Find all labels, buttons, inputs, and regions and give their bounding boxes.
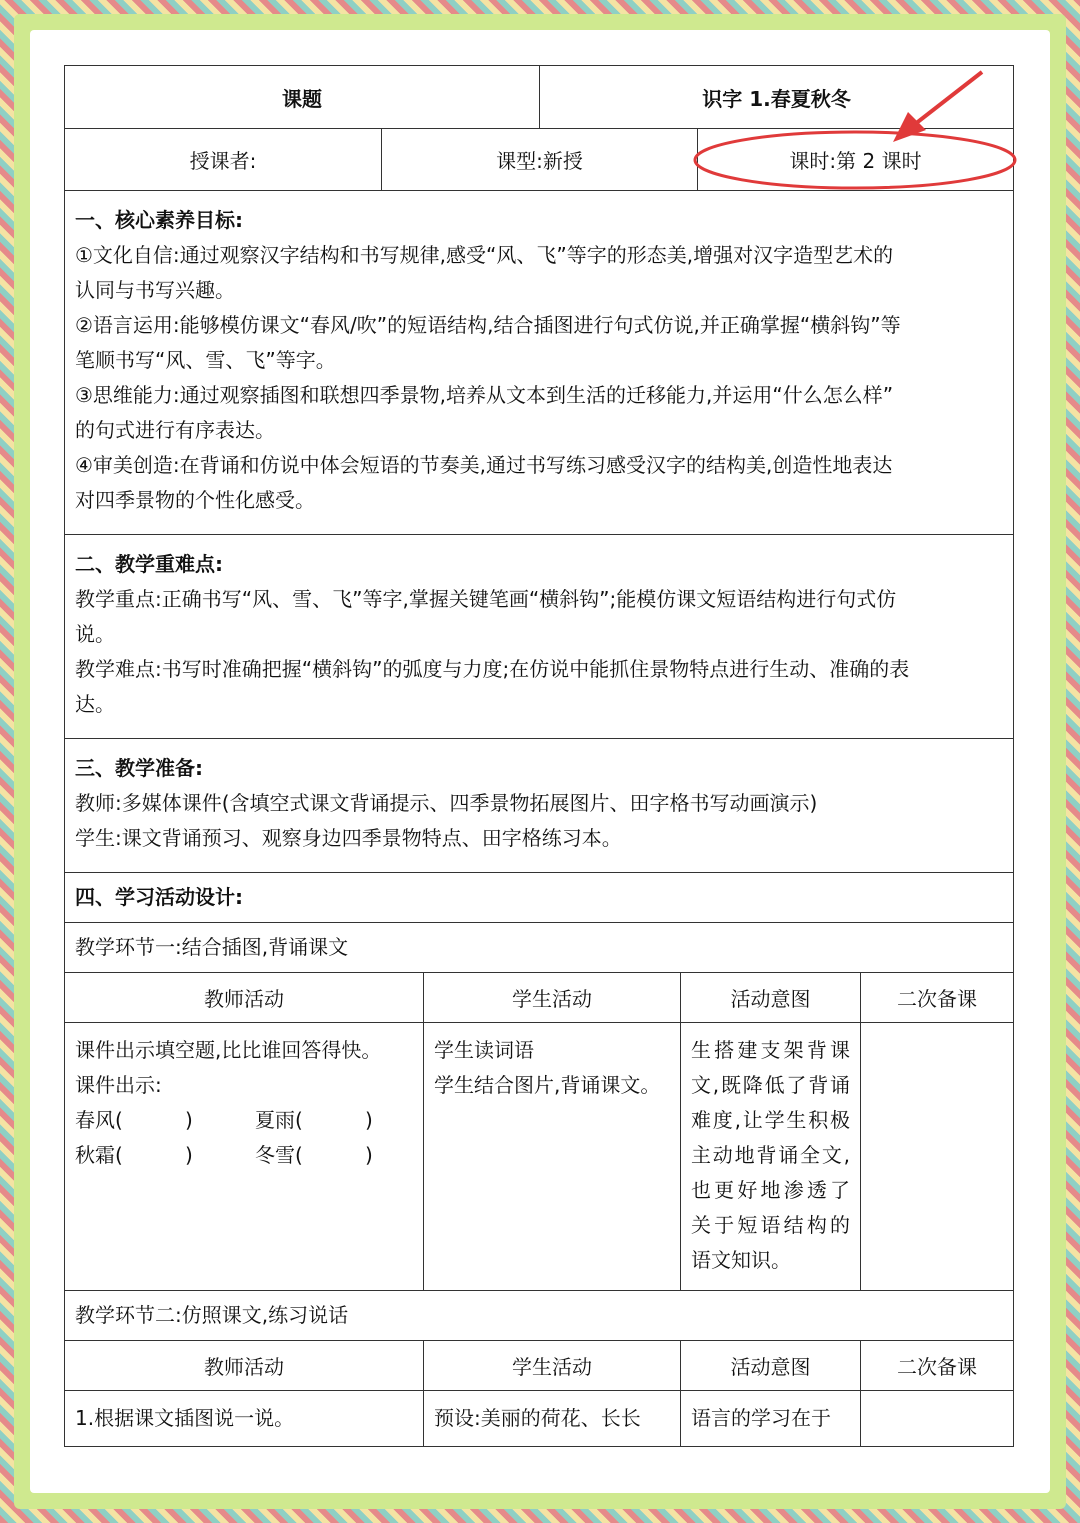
- student-activity: 预设:美丽的荷花、长长: [423, 1391, 680, 1446]
- teacher-activity: 1.根据课文插图说一说。: [75, 1406, 295, 1430]
- student-activity-line: 学生读词语: [434, 1038, 534, 1062]
- key-point-line: 教学重点:正确书写“风、雪、飞”等字,掌握关键笔画“横斜钩”;能模仿课文短语结构进行句式仿: [75, 587, 897, 611]
- stage-two-title: 教学环节二:仿照课文,练习说话: [65, 1291, 1013, 1341]
- fill-blank-row: [75, 1103, 413, 1138]
- blank-prompt: 冬雪(: [255, 1143, 303, 1167]
- stage-two-row: [65, 1391, 1013, 1447]
- fill-blank-row: [75, 1138, 413, 1173]
- teacher-label: 授课者:: [189, 149, 257, 173]
- header-row-info: [65, 129, 1013, 191]
- column-header-revision: 二次备课: [860, 973, 1013, 1022]
- blank-prompt: 秋霜(: [75, 1143, 123, 1167]
- teacher-activity-line: 课件出示填空题,比比谁回答得快。: [75, 1038, 382, 1062]
- section-heading: 三、教学准备:: [75, 756, 203, 780]
- section-key-points: [65, 535, 1013, 739]
- key-point-line: 说。: [75, 622, 115, 646]
- student-activity-line: 学生结合图片,背诵课文。: [434, 1073, 661, 1097]
- student-activity: [423, 1023, 680, 1290]
- blank-close: ): [185, 1143, 193, 1167]
- lesson-period: 课时:第 2 课时: [697, 129, 1013, 190]
- teacher-activity-line: 课件出示:: [75, 1073, 162, 1097]
- lesson-plan-table: [64, 65, 1014, 1447]
- blank-close: ): [365, 1143, 373, 1167]
- lesson-type: 课型:新授: [381, 129, 697, 190]
- second-revision: [860, 1391, 1013, 1446]
- column-header-student: 学生活动: [423, 973, 680, 1022]
- stage-one-row: [65, 1023, 1013, 1291]
- preparation-line: 教师:多媒体课件(含填空式课文背诵提示、四季景物拓展图片、田字格书写动画演示): [75, 791, 818, 815]
- section-activity-heading: 四、学习活动设计:: [65, 873, 1013, 923]
- column-header-teacher: 教师活动: [204, 1355, 284, 1379]
- column-header-intent: 活动意图: [680, 1341, 860, 1390]
- goal-line: ②语言运用:能够模仿课文“春风/吹”的短语结构,结合插图进行句式仿说,并正确掌握“横斜钩”等: [75, 313, 901, 337]
- preparation-line: 学生:课文背诵预习、观察身边四季景物特点、田字格练习本。: [75, 826, 622, 850]
- section-heading: 二、教学重难点:: [75, 552, 223, 576]
- key-point-line: 教学难点:书写时准确把握“横斜钩”的弧度与力度;在仿说中能抓住景物特点进行生动、准确的表: [75, 657, 910, 681]
- goal-line: 认同与书写兴趣。: [75, 278, 235, 302]
- column-header-teacher: 教师活动: [204, 987, 284, 1011]
- header-row-topic: [65, 66, 1013, 129]
- second-revision: [860, 1023, 1013, 1290]
- activity-intent: 语言的学习在于: [680, 1391, 860, 1446]
- blank-prompt: 夏雨(: [255, 1108, 303, 1132]
- blank-close: ): [185, 1108, 193, 1132]
- blank-close: ): [365, 1108, 373, 1132]
- activity-intent: 生搭建支架背课文,既降低了背诵难度,让学生积极主动地背诵全文,也更好地渗透了关于短语结构的语文知识。: [680, 1023, 860, 1290]
- section-preparation: [65, 739, 1013, 873]
- section-core-goals: [65, 191, 1013, 535]
- goal-line: 的句式进行有序表达。: [75, 418, 275, 442]
- topic-value: 识字 1.春夏秋冬: [539, 66, 1013, 128]
- column-header-revision: 二次备课: [860, 1341, 1013, 1390]
- teacher-activity: [65, 1023, 423, 1290]
- goal-line: ④审美创造:在背诵和仿说中体会短语的节奏美,通过书写练习感受汉字的结构美,创造性地表达: [75, 453, 893, 477]
- stage-one-title: 教学环节一:结合插图,背诵课文: [65, 923, 1013, 973]
- goal-line: ①文化自信:通过观察汉字结构和书写规律,感受“风、飞”等字的形态美,增强对汉字造型艺术的: [75, 243, 894, 267]
- goal-line: 对四季景物的个性化感受。: [75, 488, 315, 512]
- column-header-intent: 活动意图: [680, 973, 860, 1022]
- column-header-student: 学生活动: [423, 1341, 680, 1390]
- key-point-line: 达。: [75, 692, 115, 716]
- stage-one-column-headers: [65, 973, 1013, 1023]
- stage-two-column-headers: [65, 1341, 1013, 1391]
- goal-line: 笔顺书写“风、雪、飞”等字。: [75, 348, 336, 372]
- section-heading: 一、核心素养目标:: [75, 208, 243, 232]
- goal-line: ③思维能力:通过观察插图和联想四季景物,培养从文本到生活的迁移能力,并运用“什么怎么样”: [75, 383, 894, 407]
- blank-prompt: 春风(: [75, 1108, 123, 1132]
- topic-label: 课题: [282, 86, 322, 111]
